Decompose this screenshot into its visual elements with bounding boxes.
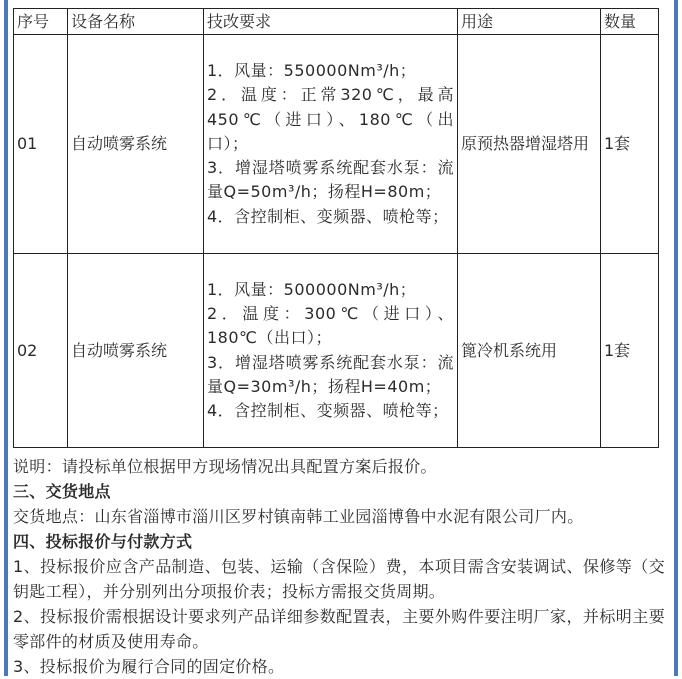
col-header-no: 序号 — [14, 9, 68, 35]
document-content — [13, 8, 665, 679]
cell-purpose: 原预热器增湿塔用 — [458, 35, 601, 254]
requirement-item: 1．风量：550000Nm³/h； — [207, 60, 417, 80]
cell-no: 02 — [14, 254, 68, 448]
cell-requirements — [204, 35, 458, 254]
section-heading-bid-pricing: 四、投标报价与付款方式 — [13, 532, 193, 551]
equipment-spec-table — [13, 8, 659, 448]
pricing-clause-3: 3、投标报价为履行合同的固定价格。 — [13, 657, 285, 676]
requirement-item: 4．含控制柜、变频器、喷枪等； — [207, 401, 449, 421]
cell-purpose: 篦冷机系统用 — [458, 254, 601, 448]
section-heading-delivery: 三、交货地点 — [13, 482, 111, 501]
requirement-item: 1．风量：500000Nm³/h； — [207, 279, 417, 299]
requirement-item: 2．温度：300℃（进口）、180℃（出口）； — [207, 303, 454, 348]
col-header-quantity: 数量 — [601, 9, 659, 35]
cell-requirements — [204, 254, 458, 448]
requirement-item: 3．增湿塔喷雾系统配套水泵：流量Q=30m³/h；扬程H=40m； — [207, 352, 454, 396]
requirement-item: 2．温度：正常320℃，最高450℃（进口）、180℃（出口）； — [207, 85, 454, 153]
cell-equipment-name: 自动喷雾系统 — [68, 254, 204, 448]
cell-no: 01 — [14, 35, 68, 254]
cell-quantity: 1套 — [601, 35, 659, 254]
table-header-row — [14, 9, 659, 35]
delivery-location-text: 交货地点：山东省淄博市淄川区罗村镇南韩工业园淄博鲁中水泥有限公司厂内。 — [13, 507, 584, 526]
pricing-clause-2: 2、投标报价需根据设计要求列产品详细参数配置表，主要外购件要注明厂家，并标明主要零部件的材质及使用寿命。 — [13, 607, 665, 651]
page-border-right-bar — [674, 0, 678, 676]
cell-equipment-name: 自动喷雾系统 — [68, 35, 204, 254]
page-border-left-bar — [4, 0, 8, 676]
col-header-requirements: 技改要求 — [204, 9, 458, 35]
notes-and-sections — [13, 454, 665, 679]
cell-quantity: 1套 — [601, 254, 659, 448]
pricing-clause-1: 1、投标报价应含产品制造、包装、运输（含保险）费，本项目需含安装调试、保修等（交钥匙工程），并分别列出分项报价表；投标方需报交货周期。 — [13, 557, 665, 601]
requirement-item: 4．含控制柜、变频器、喷枪等； — [207, 206, 449, 226]
col-header-equipment-name: 设备名称 — [68, 9, 204, 35]
table-row — [14, 35, 659, 254]
table-row — [14, 254, 659, 448]
requirement-item: 3．增湿塔喷雾系统配套水泵：流量Q=50m³/h；扬程H=80m； — [207, 158, 454, 202]
remark-text: 说明：请投标单位根据甲方现场情况出具配置方案后报价。 — [13, 457, 437, 476]
col-header-purpose: 用途 — [458, 9, 601, 35]
